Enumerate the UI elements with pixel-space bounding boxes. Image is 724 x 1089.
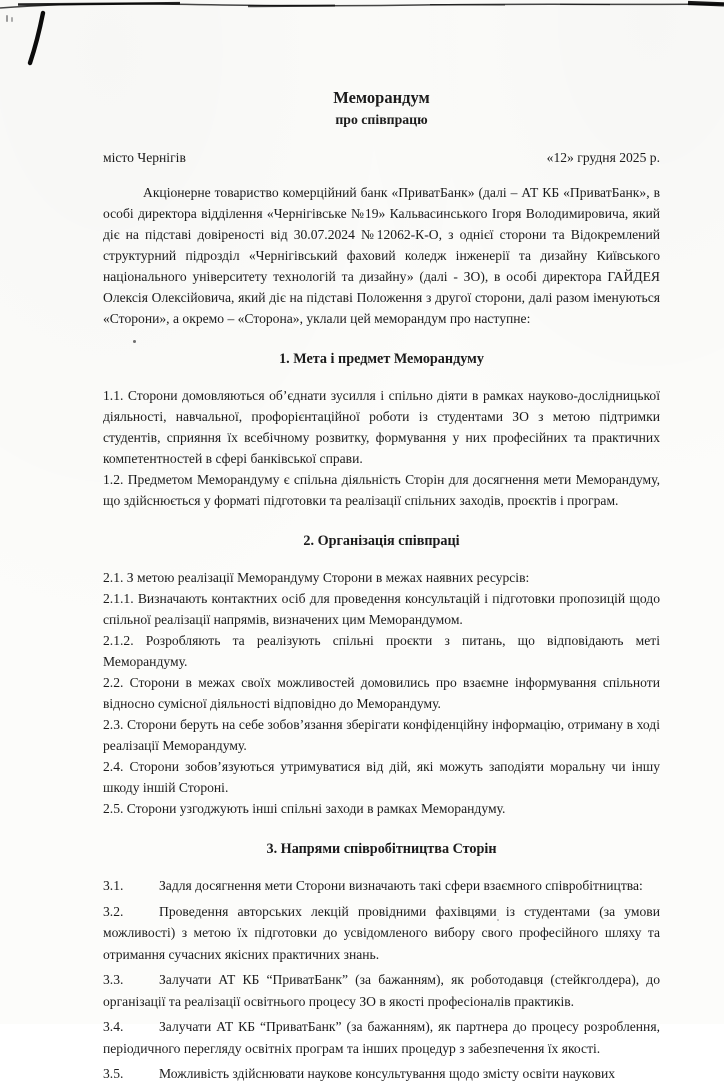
list-item-3-4 [103, 1016, 660, 1059]
scan-speck [11, 17, 13, 22]
item-text: Залучати АТ КБ “ПриватБанк” (за бажанням), як партнера до процесу розроблення, періодичного перегляду освітніх програм та інших процедур з забезпечення їх якості. [103, 1019, 660, 1056]
item-number: 3.4. [103, 1019, 124, 1034]
item-text: Задля досягнення мети Сторони визначають такі сфери взаємного співробітництва: [159, 878, 643, 893]
document-subtitle: про співпрацю [335, 112, 428, 127]
paragraph-2-3: 2.3. Сторони беруть на себе зобов’язання зберігати конфіденційну інформацію, отриману в ході реалізації Меморандуму. [103, 717, 660, 753]
paragraph-2-1-2: 2.1.2. Розробляють та реалізують спільні проєкти з питань, що відповідають меті Меморандуму. [103, 633, 660, 669]
document-date: «12» грудня 2025 р. [546, 150, 660, 165]
list-item-3-3 [103, 969, 660, 1012]
paragraph-2-5: 2.5. Сторони узгоджують інші спільні заходи в рамках Меморандуму. [103, 801, 506, 816]
document-content [103, 88, 660, 1089]
list-item-3-2 [103, 901, 660, 966]
item-text: Залучати АТ КБ “ПриватБанк” (за бажанням), як роботодавця (стейкголдера), до організації та реалізації освітнього процесу ЗО в якості професіоналів практиків. [103, 972, 660, 1009]
item-number: 3.2. [103, 903, 124, 919]
scan-streak-artifact [0, 0, 724, 14]
intro-paragraph: Акціонерне товариство комерційний банк «ПриватБанк» (далі – АТ КБ «ПриватБанк», в особі директора відділення «Чернігівське №19» Кальвасинського Ігоря Володимировича, який діє на підставі довіреності від 30.07.2024 №12062-К-О, з однієї сторони та Відокремлений структурний підрозділ «Чернігівський фаховий коледж інженерії та дизайну Київського національного університету технологій та дизайну» (далі - ЗО), в особі директора ГАЙДЕЯ Олексія Олексійовича, який діє на підставі Положення з другої сторони, далі разом іменуються «Сторони», а окремо – «Сторона», уклали цей меморандум про наступне: [103, 185, 660, 326]
document-city: місто Чернігів [103, 150, 186, 165]
list-item-3-1 [103, 875, 660, 897]
scan-speck [6, 15, 8, 22]
paragraph-2-2: 2.2. Сторони в межах своїх можливостей домовились про взаємне інформування спільноти відносно сумісної діяльності відповідно до Меморандуму. [103, 675, 660, 711]
item-text: Можливість здійснювати наукове консультування щодо змісту освіти наукових [159, 1066, 616, 1081]
paragraph-1-1: 1.1. Сторони домовляються об’єднати зусилля і спільно діяти в рамках науково-дослідницької діяльності, навчальної, профорієнтаційної роботи із студентами ЗО з метою підтримки студентів, сприяння їх всебічному розвитку, формування у них професійних та практичних компетентностей в сфері банківської справи. [103, 388, 660, 466]
item-number: 3.1. [103, 878, 124, 893]
document-title: Меморандум [333, 88, 430, 107]
item-text: Проведення авторських лекцій провідними фахівцями із студентами (за умови можливості) з метою їх підготовки до усвідомленого вибору свого професійного шляху та отримання сучасних якісних практичних знань. [103, 903, 660, 962]
item-number: 3.3. [103, 972, 124, 987]
meta-row [103, 149, 660, 167]
item-number: 3.5. [103, 1066, 124, 1081]
paragraph-1-2: 1.2. Предметом Меморандуму є спільна діяльність Сторін для досягнення мети Меморандуму, що здійснюється у форматі підготовки та реалізації спільних заходів, проєктів і програм. [103, 472, 660, 508]
section-3-heading: 3. Напрями співробітництва Сторін [266, 841, 497, 857]
paragraph-2-4: 2.4. Сторони зобов’язуються утримуватися від дій, які можуть заподіяти моральну чи іншу шкоду іншій Стороні. [103, 759, 660, 795]
section-2-heading: 2. Організація співпраці [303, 533, 460, 549]
list-item-3-5 [103, 1063, 660, 1085]
handwritten-slash-mark [24, 10, 54, 70]
paragraph-2-1: 2.1. З метою реалізації Меморандуму Сторони в межах наявних ресурсів: [103, 570, 530, 585]
section-1-heading: 1. Мета і предмет Меморандуму [279, 351, 484, 367]
paragraph-2-1-1: 2.1.1. Визначають контактних осіб для проведення консультацій і підготовки пропозицій щодо спільної реалізації напрямів, визначених цим Меморандумом. [103, 591, 660, 627]
